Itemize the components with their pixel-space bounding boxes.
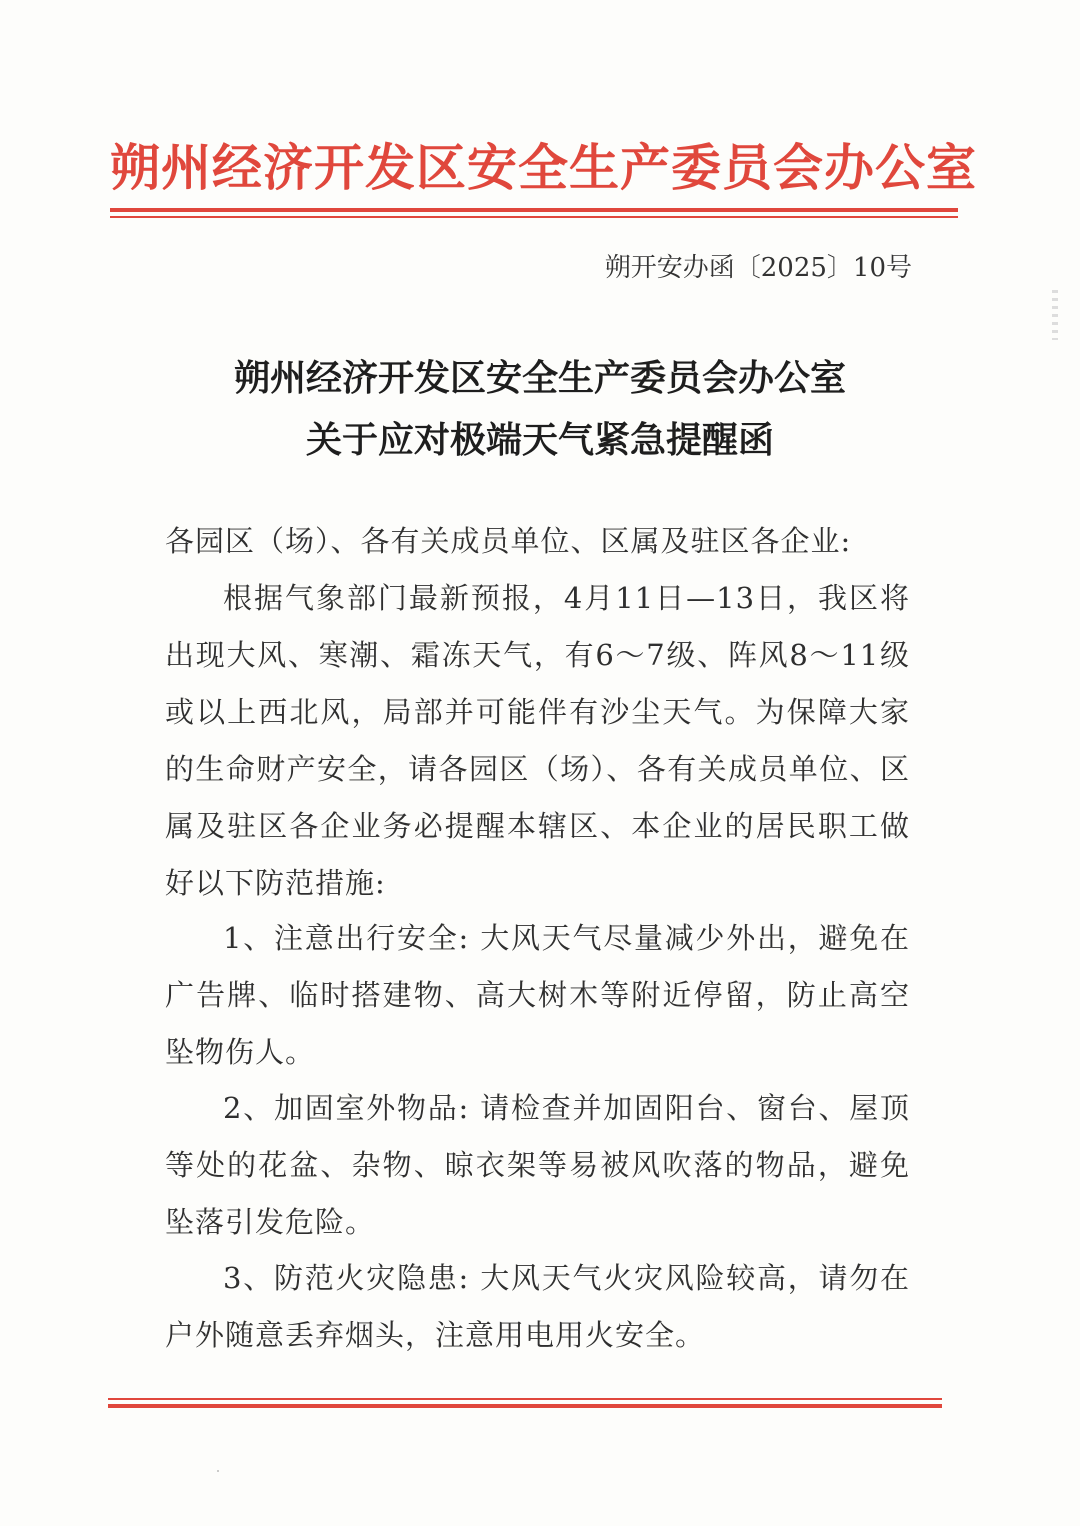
letterhead-rule-thick [110, 208, 958, 212]
paragraph-intro: 根据气象部门最新预报，4月11日—13日，我区将出现大风、寒潮、霜冻天气，有6～7级、阵风8～11级或以上西北风，局部并可能伴有沙尘天气。为保障大家的生命财产安全，请各园区（场）、各有关成员单位、区属及驻区各企业务必提醒本辖区、本企业的居民职工做好以下防范措施: [165, 581, 910, 900]
paragraph-measure-1: 1、注意出行安全: 大风天气尽量减少外出，避免在广告牌、临时搭建物、高大树木等附近停留，防止高空坠物伤人。 [165, 921, 910, 1069]
scan-speck [217, 1470, 219, 1472]
letterhead-rule-thin [110, 216, 958, 218]
salutation: 各园区（场）、各有关成员单位、区属及驻区各企业: [165, 524, 852, 558]
footer-rule-thick [108, 1404, 942, 1408]
scan-edge-mark [1052, 290, 1058, 340]
paragraph-measure-2: 2、加固室外物品: 请检查并加固阳台、窗台、屋顶等处的花盆、杂物、晾衣架等易被风吹落的物品，避免坠落引发危险。 [165, 1091, 910, 1239]
letterhead-org-name: 朔州经济开发区安全生产委员会办公室 [110, 138, 977, 197]
paragraph-measure-3: 3、防范火灾隐患: 大风天气火灾风险较高，请勿在户外随意丢弃烟头，注意用电用火安全。 [165, 1261, 910, 1352]
document-title-line-2: 关于应对极端天气紧急提醒函 [305, 419, 774, 461]
document-number: 朔开安办函〔2025〕10号 [604, 253, 912, 283]
footer-rule-thin [108, 1398, 942, 1400]
document-title-line-1: 朔州经济开发区安全生产委员会办公室 [233, 357, 846, 399]
